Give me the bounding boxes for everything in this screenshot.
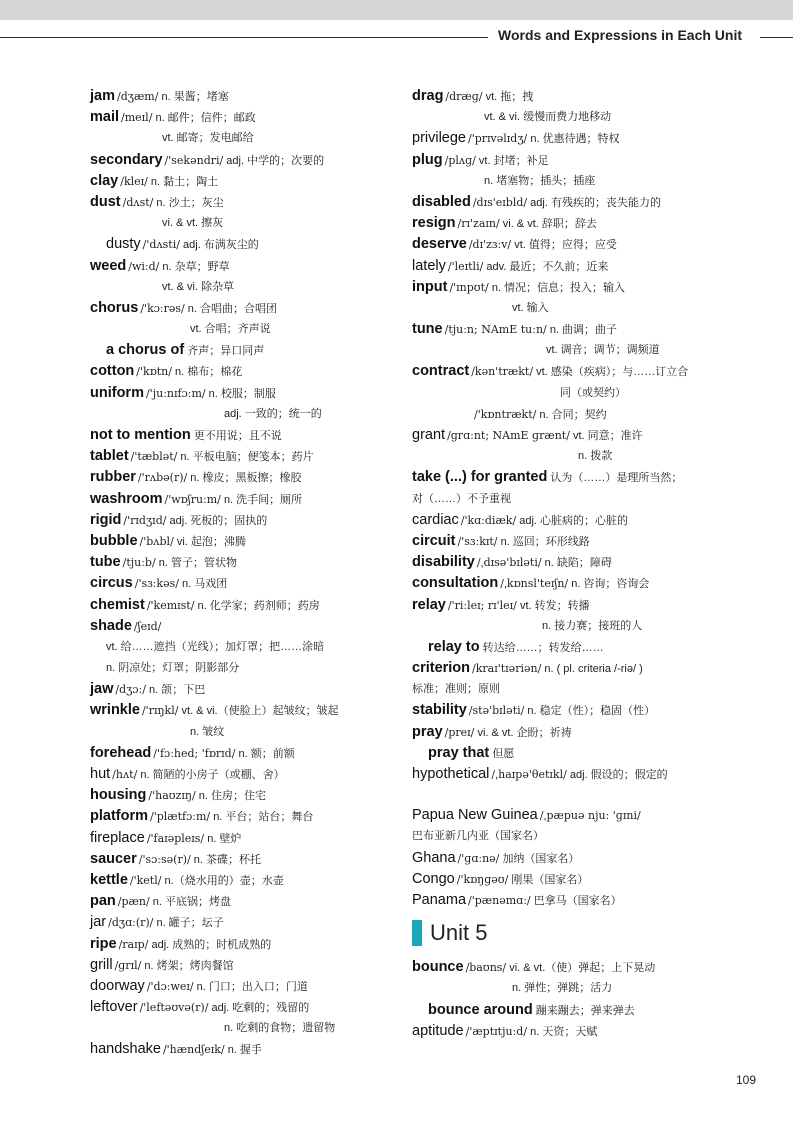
entry-not-to-mention: not to mention 更不用说；且不说: [90, 427, 282, 443]
entry-drag-sense2: vt. & vi. 缓慢而费力地移动: [484, 111, 612, 124]
unit-heading: [412, 915, 717, 951]
entry-rubber: rubber /'rʌbə(r)/ n. 橡皮；黑板擦；橡胶: [90, 469, 302, 486]
entry-circuit: circuit /'sɜːkɪt/ n. 巡回；环形线路: [412, 532, 590, 549]
entry-forehead: forehead /'fɔːhed; 'fɒrɪd/ n. 额；前额: [90, 744, 295, 761]
left-column: [90, 86, 390, 1061]
right-column: [412, 86, 717, 1042]
entry-deserve: deserve /dɪ'zɜːv/ vt. 值得；应得；应受: [412, 236, 617, 253]
entry-clay: clay /kleɪ/ n. 黏土；陶土: [90, 172, 219, 189]
entry-papua-new-guinea-def: 巴布亚新几内亚（国家名）: [412, 830, 544, 843]
entry-ripe: ripe /raɪp/ adj. 成熟的；时机成熟的: [90, 935, 272, 952]
entry-plug-sense2: n. 堵塞物；插头；插座: [484, 174, 596, 187]
entry-jam: jam /dʒæm/ n. 果酱；堵塞: [90, 88, 229, 104]
header-rule-left: [0, 37, 488, 38]
header-rule-right: [760, 37, 793, 38]
entry-grant: grant /ɡrɑːnt; NAmE ɡrænt/ vt. 同意；准许: [412, 427, 643, 443]
entry-shade: shade /ʃeɪd/: [90, 617, 162, 634]
entry-leftover-sense2: n. 吃剩的食物；遗留物: [224, 1022, 336, 1035]
entry-washroom: washroom /'wɒʃruːm/ n. 洗手间；厕所: [90, 490, 303, 507]
entry-shade-sense2: n. 阴凉处；灯罩；阴影部分: [106, 662, 240, 675]
entry-take-for-granted: take (...) for granted 认为（……）是理所当然；: [412, 469, 683, 486]
entry-housing: housing /'haʊzɪŋ/ n. 住房；住宅: [90, 787, 266, 804]
entry-lately: lately /'leɪtli/ adv. 最近；不久前；近来: [412, 257, 609, 274]
entry-uniform: uniform /'juːnɪfɔːm/ n. 校服；制服: [90, 384, 276, 401]
entry-congo: Congo /'kɒŋɡəʊ/ 刚果（国家名）: [412, 870, 589, 887]
entry-contract: contract /kən'trækt/ vt. 感染（疾病）；与……订立合: [412, 363, 689, 380]
entry-tube: tube /tjuːb/ n. 管子；管状物: [90, 554, 237, 571]
entry-bounce-sense2: n. 弹性；弹跳；活力: [512, 982, 613, 995]
entry-jar: jar /dʒɑː(r)/ n. 罐子；坛子: [90, 914, 224, 931]
entry-hypothetical: hypothetical /ˌhaɪpə'θetɪkl/ adj. 假设的；假定的: [412, 766, 668, 782]
entry-uniform-sense2: adj. 一致的；统一的: [224, 407, 322, 420]
entry-disabled: disabled /dɪs'eɪbld/ adj. 有残疾的；丧失能力的: [412, 193, 661, 210]
entry-circus: circus /'sɜːkəs/ n. 马戏团: [90, 575, 228, 592]
entry-jaw: jaw /dʒɔː/ n. 颌；下巴: [90, 681, 206, 698]
entry-bounce-around: bounce around 蹦来蹦去；弹来弹去: [428, 1001, 635, 1018]
entry-input: input /'ɪnpʊt/ n. 情况；信息；投入；输入: [412, 278, 626, 295]
entry-take-for-granted-cont: 对（……）不予重视: [412, 492, 511, 505]
entry-criterion-cont: 标准；准则；原则: [412, 683, 500, 696]
entry-tune-sense2: vt. 调音；调节；调频道: [546, 344, 660, 357]
entry-privilege: privilege /'prɪvəlɪdʒ/ n. 优惠待遇；特权: [412, 130, 620, 147]
entry-shade-sense1: vt. 给……遮挡（光线）；加灯罩；把……涂暗: [106, 640, 325, 653]
entry-mail: mail /meɪl/ n. 邮件；信件；邮政: [90, 109, 256, 126]
entry-cotton: cotton /'kɒtn/ n. 棉布；棉花: [90, 363, 243, 380]
entry-dust-sense2: vi. & vt. 擦灰: [162, 217, 224, 230]
entry-relay-sense2: n. 接力赛；接班的人: [542, 619, 643, 632]
entry-contract-noun: /'kɒntrækt/ n. 合同；契约: [474, 407, 607, 421]
entry-wrinkle: wrinkle /'rɪŋkl/ vt. & vi.（使脸上）起皱纹；皱起: [90, 702, 339, 719]
entry-rigid: rigid /'rɪdʒɪd/ adj. 死板的；固执的: [90, 511, 268, 528]
entry-ghana: Ghana /'ɡɑːnə/ 加纳（国家名）: [412, 849, 580, 866]
entry-tablet: tablet /'tæblət/ n. 平板电脑；便笺本；药片: [90, 448, 314, 465]
entry-platform: platform /'plætfɔːm/ n. 平台；站台；舞台: [90, 808, 314, 825]
entry-cardiac: cardiac /'kɑːdiæk/ adj. 心脏病的；心脏的: [412, 511, 629, 528]
entry-grant-sense2: n. 拨款: [578, 450, 613, 463]
entry-weed-sense2: vt. & vi. 除杂草: [162, 280, 235, 293]
entry-drag: drag /dræɡ/ vt. 拖；拽: [412, 88, 534, 104]
entry-mail-sense2: vt. 邮寄；发电邮给: [162, 132, 254, 145]
entry-kettle: kettle /'ketl/ n.（烧水用的）壶；水壶: [90, 871, 284, 888]
page-number: 109: [736, 1073, 757, 1087]
entry-hut: hut /hʌt/ n. 简陋的小房子（或棚、舍）: [90, 766, 285, 782]
entry-papua-new-guinea: Papua New Guinea /ˌpæpuə njuː 'ɡɪni/: [412, 807, 641, 824]
entry-chorus-sense2: vt. 合唱；齐声说: [190, 323, 271, 336]
entry-chorus: chorus /'kɔːrəs/ n. 合唱曲；合唱团: [90, 299, 278, 316]
entry-bubble: bubble /'bʌbl/ vi. 起泡；沸腾: [90, 532, 246, 549]
entry-weed: weed /wiːd/ n. 杂草；野草: [90, 257, 230, 274]
entry-pray: pray /preɪ/ vi. & vt. 企盼；祈祷: [412, 723, 572, 740]
entry-aptitude: aptitude /'æptɪtjuːd/ n. 天资；天赋: [412, 1022, 598, 1039]
unit-title: Unit 5: [430, 920, 488, 946]
entry-criterion: criterion /kraɪ'tɪəriən/ n. ( pl. criteria /-riə/ ): [412, 660, 643, 677]
entry-chemist: chemist /'kemɪst/ n. 化学家；药剂师；药房: [90, 596, 320, 613]
entry-plug: plug /plʌɡ/ vt. 封堵；补足: [412, 151, 549, 168]
entry-saucer: saucer /'sɔːsə(r)/ n. 茶碟；杯托: [90, 850, 262, 867]
entry-doorway: doorway /'dɔːweɪ/ n. 门口；出入口；门道: [90, 977, 308, 994]
entry-resign: resign /rɪ'zaɪn/ vi. & vt. 辞职；辞去: [412, 215, 597, 232]
entry-a-chorus-of: a chorus of 齐声；异口同声: [106, 342, 265, 359]
section-gap: [412, 785, 717, 805]
entry-leftover: leftover /'leftəʊvə(r)/ adj. 吃剩的；残留的: [90, 999, 310, 1016]
entry-tune: tune /tjuːn; NAmE tuːn/ n. 曲调；曲子: [412, 321, 618, 338]
entry-fireplace: fireplace /'faɪəpleɪs/ n. 壁炉: [90, 829, 242, 846]
entry-handshake: handshake /'hændʃeɪk/ n. 握手: [90, 1041, 262, 1058]
entry-relay-to: relay to 转达给……；转发给……: [428, 638, 604, 655]
entry-input-sense2: vt. 输入: [512, 301, 549, 314]
entry-grill: grill /ɡrɪl/ n. 烤架；烤肉餐馆: [90, 956, 234, 973]
entry-dusty: dusty /'dʌsti/ adj. 布满灰尘的: [106, 236, 259, 253]
entry-relay: relay /'riːleɪ; rɪ'leɪ/ vt. 转发；转播: [412, 596, 590, 613]
entry-bounce: bounce /baʊns/ vi. & vt.（使）弹起；上下晃动: [412, 959, 656, 976]
entry-consultation: consultation /ˌkɒnsl'teɪʃn/ n. 咨询；咨询会: [412, 575, 650, 592]
entry-stability: stability /stə'bɪləti/ n. 稳定（性）；稳固（性）: [412, 702, 656, 719]
entry-panama: Panama /'pænəmɑː/ 巴拿马（国家名）: [412, 891, 622, 908]
entry-pray-that: pray that 但愿: [428, 744, 515, 761]
entry-disability: disability /ˌdɪsə'bɪləti/ n. 缺陷；障碍: [412, 554, 612, 571]
running-header: Words and Expressions in Each Unit: [498, 27, 743, 43]
top-gray-bar: [0, 0, 793, 20]
entry-dust: dust /dʌst/ n. 沙土；灰尘: [90, 193, 224, 210]
entry-wrinkle-sense2: n. 皱纹: [190, 725, 225, 738]
entry-contract-cont: 同（或契约）: [560, 386, 626, 399]
entry-pan: pan /pæn/ n. 平底锅；烤盘: [90, 893, 231, 910]
entry-secondary: secondary /'sekəndri/ adj. 中学的；次要的: [90, 151, 325, 168]
unit-accent-bar: [412, 920, 422, 946]
